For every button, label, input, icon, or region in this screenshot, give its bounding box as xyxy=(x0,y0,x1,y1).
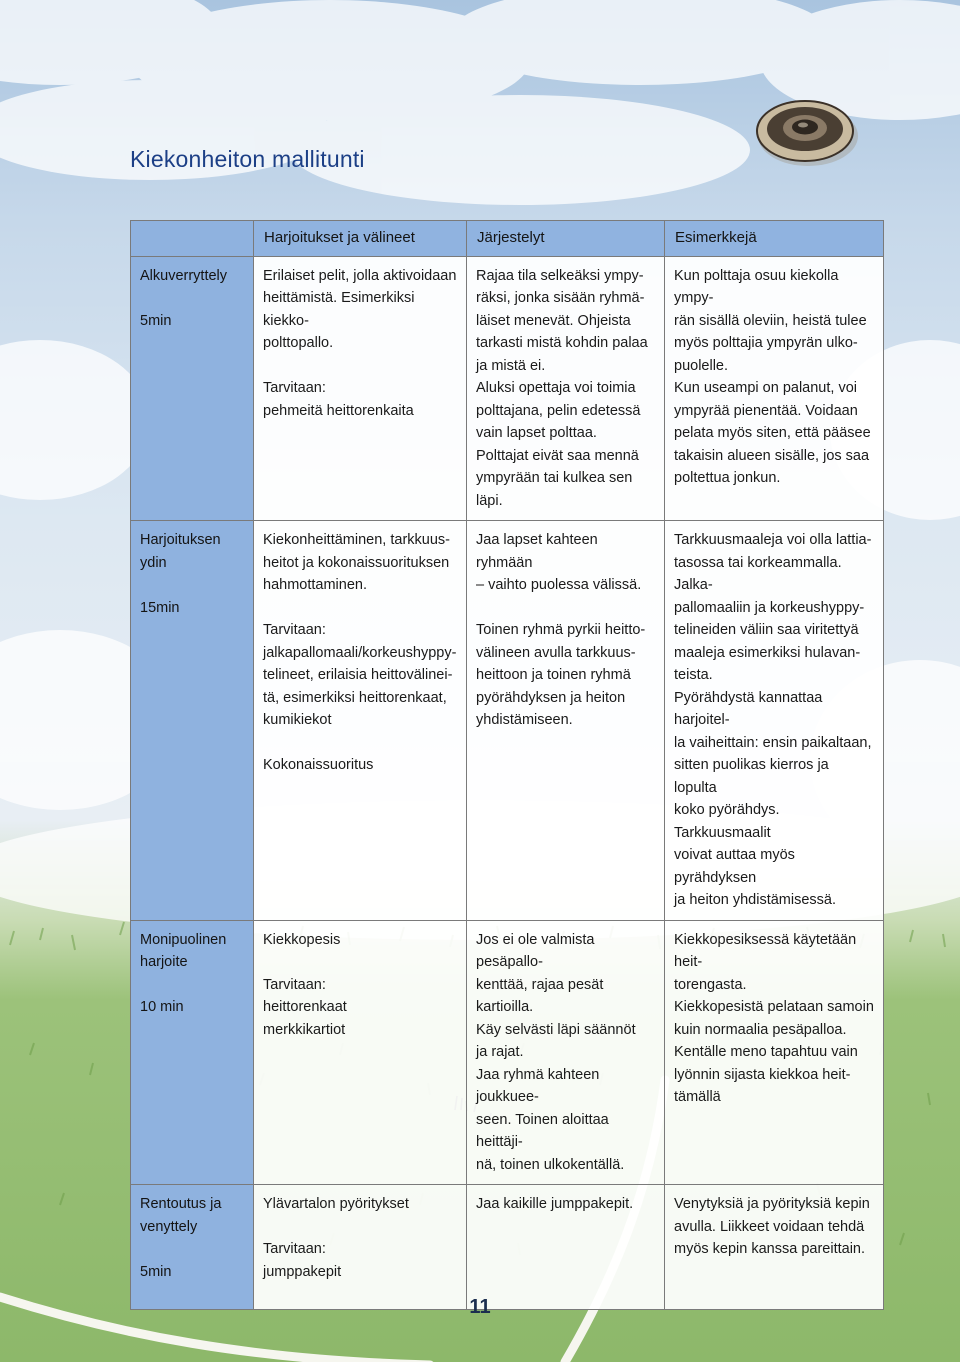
exercise-cell xyxy=(254,256,467,521)
arrangement-text: Rajaa tila selkeäksi ympy- räksi, jonka sisään ryhmä- läiset menevät. Ohjeista tarkasti mistä kohdin palaa ja mistä ei. Aluksi opettaja voi toimia polttajana, pelin edetessä vain lapset polttaa. Polttajat eivät saa mennä ympyrään tai kulkea sen läpi. xyxy=(476,267,648,509)
exercise-text: Kiekonheittäminen, tarkkuus- heitot ja kokonaissuorituksen hahmottaminen. xyxy=(263,532,450,593)
examples-text: Kiekkopesiksessä käytetään heit- torengasta. Kiekkopesistä pelataan samoin kuin normaalia pesäpalloa. Kentälle meno tapahtuu vain lyönnin sijasta kiekkoa heit- tämällä xyxy=(674,931,874,1105)
page-title: Kiekonheiton mallitunti xyxy=(130,146,365,172)
equipment-text: jumppakepit xyxy=(263,1263,342,1280)
phase-name: Alkuverryttely xyxy=(140,267,228,284)
equipment-label: Tarvitaan: xyxy=(263,622,326,638)
discus-icon xyxy=(752,96,862,168)
header-arrangements: Järjestelyt xyxy=(467,221,665,257)
equipment-label: Tarvitaan: xyxy=(263,1241,326,1257)
exercise-cell xyxy=(254,1185,467,1310)
arrangement-text: Jaa lapset kahteen ryhmään – vaihto puolessa välissä. xyxy=(476,532,642,593)
examples-text: Tarkkuusmaaleja voi olla lattia- tasossa tai korkeammalla. Jalka- pallomaaliin ja korkeushyppy- telineiden väliin saa viritettyä maaleja esimerkiksi hulavan- teista. Pyörähdystä kannattaa harjoitel- la vaiheittain: ensin paikaltaan, sitten puolikas kierros ja lopulta koko pyörähdys. Tarkkuusmaalit voivat auttaa myös pyrähdyksen ja heiton yhdistämisessä. xyxy=(674,532,872,908)
phase-name: Harjoituksen ydin xyxy=(140,532,221,571)
header-examples: Esimerkkejä xyxy=(665,221,884,257)
header-corner xyxy=(131,221,254,257)
equipment-text: pehmeitä heittorenkaita xyxy=(263,402,414,419)
lesson-plan-table xyxy=(130,220,884,1310)
arrangement-cell xyxy=(467,920,665,1185)
arrangement-text: Jos ei ole valmista pesäpallo- kenttää, rajaa pesät kartioilla. Käy selvästi läpi säännöt ja rajat. Jaa ryhmä kahteen joukkuee- seen. Toinen aloittaa heittäji- nä, toinen ulkokentällä. xyxy=(476,931,636,1173)
examples-text: Kun polttaja osuu kiekolla ympy- rän sisällä oleviin, heistä tulee myös polttajia ympyrän ulko- puolelle. Kun useampi on palanut, voi ympyrää pienentää. Voidaan pelata myös siten, että pääsee takaisin alueen sisälle, jos saa poltettua jonkun. xyxy=(674,267,871,486)
arrangement-cell xyxy=(467,521,665,921)
arrangement-cell xyxy=(467,1185,665,1310)
phase-name: Rentoutus ja venyttely xyxy=(140,1196,222,1235)
exercise-extra: Kokonaissuoritus xyxy=(263,757,374,773)
phase-name: Monipuolinen harjoite xyxy=(140,931,227,970)
table-row xyxy=(131,920,884,1185)
equipment-text: heittorenkaat merkkikartiot xyxy=(263,999,347,1038)
phase-cell xyxy=(131,521,254,921)
examples-cell xyxy=(665,521,884,921)
phase-duration: 15min xyxy=(140,599,180,616)
table-row xyxy=(131,1185,884,1310)
equipment-label: Tarvitaan: xyxy=(263,976,326,993)
equipment-text: jalkapallomaali/korkeushyppy- telineet, erilaisia heittovälinei- tä, esimerkiksi heittorenkaat, kumikiekot xyxy=(263,644,457,728)
arrangement-text: Jaa kaikille jumppakepit. xyxy=(476,1196,634,1212)
phase-duration: 5min xyxy=(140,1263,172,1280)
phase-cell xyxy=(131,256,254,521)
table-header-row xyxy=(131,221,884,257)
table-row xyxy=(131,256,884,521)
exercise-cell xyxy=(254,920,467,1185)
examples-cell xyxy=(665,1185,884,1310)
page-number: 11 xyxy=(469,1296,491,1318)
arrangement-text-2: Toinen ryhmä pyrkii heitto- välineen avulla tarkkuus- heittoon ja toinen ryhmä pyörähdyksen ja heiton yhdistämiseen. xyxy=(476,622,646,728)
examples-cell xyxy=(665,920,884,1185)
examples-text: Venytyksiä ja pyörityksiä kepin avulla. Liikkeet voidaan tehdä myös kepin kanssa pareittain. xyxy=(674,1196,870,1257)
examples-cell xyxy=(665,256,884,521)
phase-cell xyxy=(131,920,254,1185)
arrangement-cell xyxy=(467,256,665,521)
exercise-text: Kiekkopesis xyxy=(263,931,341,948)
table-row xyxy=(131,521,884,921)
exercise-text: Ylävartalon pyöritykset xyxy=(263,1196,409,1212)
phase-duration: 10 min xyxy=(140,999,184,1015)
header-exercises: Harjoitukset ja välineet xyxy=(254,221,467,257)
exercise-text: Erilaiset pelit, jolla aktivoidaan heittämistä. Esimerkiksi kiekko- polttopallo. xyxy=(263,267,457,351)
phase-duration: 5min xyxy=(140,312,172,329)
equipment-label: Tarvitaan: xyxy=(263,380,326,396)
exercise-cell xyxy=(254,521,467,921)
phase-cell xyxy=(131,1185,254,1310)
